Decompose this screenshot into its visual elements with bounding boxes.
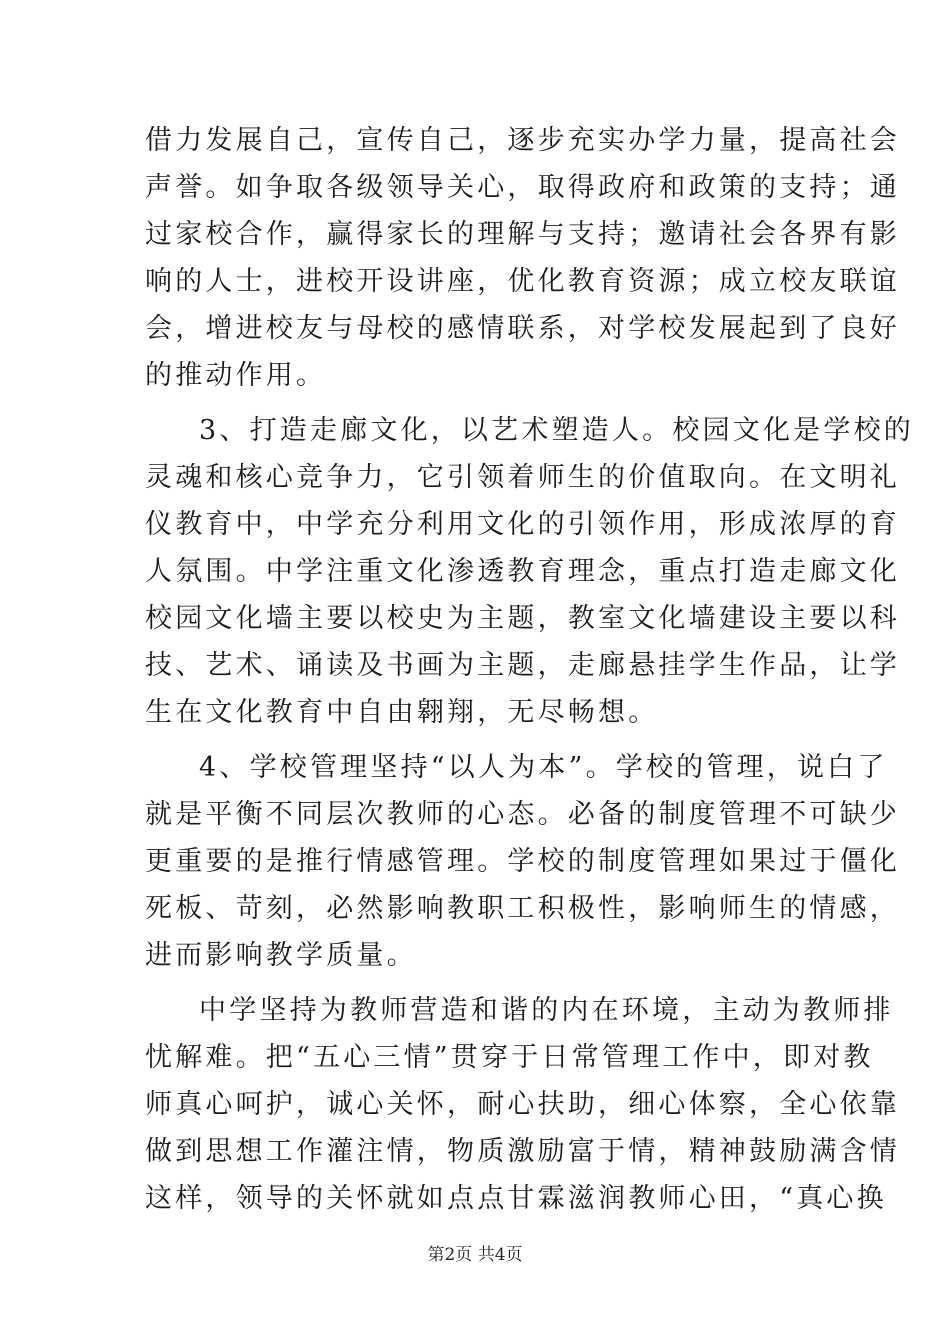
text-line: 进而影响教学质量。 [145,940,417,971]
text-line: 灵魂和核心竞争力，它引领着师生的价值取向。在文明礼 [145,462,900,493]
text-line: 做到思想工作灌注情，物质激励富于情，精神鼓励满含情 [145,1136,900,1167]
page-footer: 第2页 共4页 [427,1245,523,1265]
text-line: 就是平衡不同层次教师的心态。必备的制度管理不可缺少 [145,799,900,830]
text-line: 响的人士，进校开设讲座，优化教育资源；成立校友联谊 [145,266,900,297]
text-line: 会，增进校友与母校的感情联系，对学校发展起到了良好 [145,313,900,344]
text-line: 更重要的是推行情感管理。学校的制度管理如果过于僵化 [145,846,900,877]
text-line: 的推动作用。 [145,360,327,391]
text-line: 4、学校管理坚持“以人为本”。学校的管理，说白了 [199,752,888,783]
text-line: 过家校合作，赢得家长的理解与支持；邀请社会各界有影 [145,219,900,250]
text-line: 死板、苛刻，必然影响教职工积极性，影响师生的情感， [145,893,900,924]
text-line: 技、艺术、诵读及书画为主题，走廊悬挂学生作品，让学 [145,650,900,681]
text-line: 3、打造走廊文化，以艺术塑造人。校园文化是学校的 [199,415,914,446]
text-line: 这样，领导的关怀就如点点甘霖滋润教师心田，“真心换 [145,1183,887,1214]
text-line: 中学坚持为教师营造和谐的内在环境，主动为教师排 [199,995,894,1026]
text-line: 借力发展自己，宣传自己，逐步充实办学力量，提高社会 [145,125,900,156]
text-line: 人氛围。中学注重文化渗透教育理念，重点打造走廊文化 [145,556,900,587]
text-line: 校园文化墙主要以校史为主题，教室文化墙建设主要以科 [145,603,900,634]
text-line: 仪教育中，中学充分利用文化的引领作用，形成浓厚的育 [145,509,900,540]
text-line: 师真心呵护，诚心关怀，耐心扶助，细心体察，全心依靠 [145,1089,900,1120]
text-line: 声誉。如争取各级领导关心，取得政府和政策的支持；通 [145,172,900,203]
text-line: 忧解难。把“五心三情”贯穿于日常管理工作中，即对教 [145,1042,874,1073]
text-line: 生在文化教育中自由翱翔，无尽畅想。 [145,697,659,728]
